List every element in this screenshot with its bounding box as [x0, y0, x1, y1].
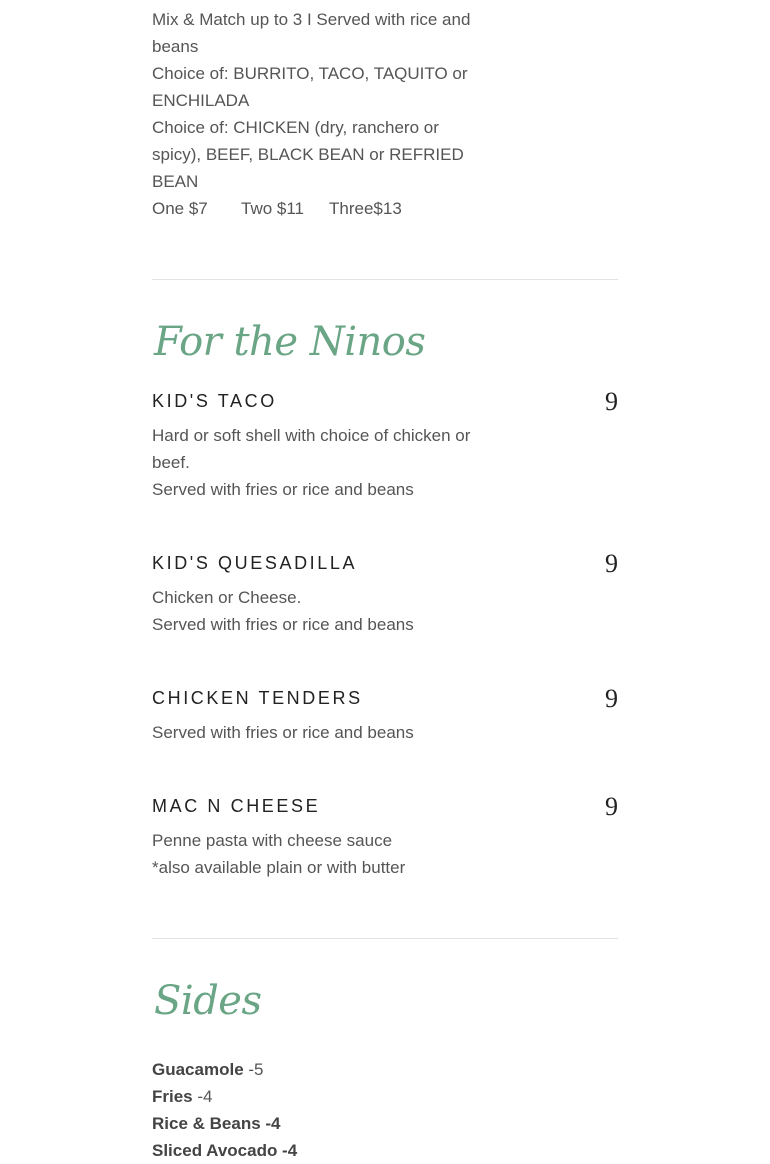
item-desc-line: Served with fries or rice and beans	[152, 723, 414, 742]
section-divider	[152, 279, 618, 280]
side-item-guacamole	[152, 1056, 297, 1083]
side-item-name: Guacamole	[152, 1060, 244, 1079]
sides-list	[152, 1056, 297, 1164]
item-description	[152, 584, 492, 638]
side-item-fries	[152, 1083, 297, 1110]
item-desc-line: Served with fries or rice and beans	[152, 615, 414, 634]
section-title-ninos: For the Ninos	[154, 319, 426, 365]
item-price: 9	[605, 549, 618, 578]
item-description	[152, 719, 492, 746]
side-item-price: -5	[243, 1060, 264, 1079]
combo-price-one: One $7	[152, 199, 208, 218]
side-item-rice-beans	[152, 1110, 297, 1137]
combo-description	[152, 6, 492, 222]
item-name: KID'S TACO	[152, 391, 277, 411]
item-desc-line: Hard or soft shell with choice of chicken or beef.	[152, 426, 471, 472]
section-title-sides: Sides	[154, 978, 262, 1024]
side-item-price: -4	[192, 1087, 213, 1106]
side-item-name: Fries	[152, 1087, 193, 1106]
item-desc-line: Penne pasta with cheese sauce	[152, 831, 393, 850]
item-name: KID'S QUESADILLA	[152, 553, 358, 573]
item-price: 9	[605, 387, 618, 416]
combo-line-choice-filling: Choice of: CHICKEN (dry, ranchero or spicy), BEEF, BLACK BEAN or REFRIED BEAN	[152, 118, 464, 191]
item-price: 9	[605, 684, 618, 713]
side-item-sliced-avocado	[152, 1137, 297, 1164]
combo-price-three: Three$13	[329, 199, 402, 218]
side-item-name: Sliced Avocado -4	[152, 1141, 298, 1160]
combo-line-choice-dish: Choice of: BURRITO, TACO, TAQUITO or ENCHILADA	[152, 64, 468, 110]
item-description	[152, 422, 492, 503]
side-item-name: Rice & Beans -4	[152, 1114, 281, 1133]
item-desc-line: *also available plain or with butter	[152, 858, 406, 877]
item-desc-line: Chicken or Cheese.	[152, 588, 302, 607]
combo-price-two: Two $11	[241, 199, 305, 218]
item-name: CHICKEN TENDERS	[152, 688, 363, 708]
section-divider	[152, 938, 618, 939]
combo-price-row	[152, 195, 492, 222]
item-description	[152, 827, 492, 881]
combo-line-mix-match: Mix & Match up to 3 I Served with rice and beans	[152, 10, 471, 56]
item-name: MAC N CHEESE	[152, 796, 321, 816]
item-desc-line: Served with fries or rice and beans	[152, 480, 414, 499]
item-price: 9	[605, 792, 618, 821]
